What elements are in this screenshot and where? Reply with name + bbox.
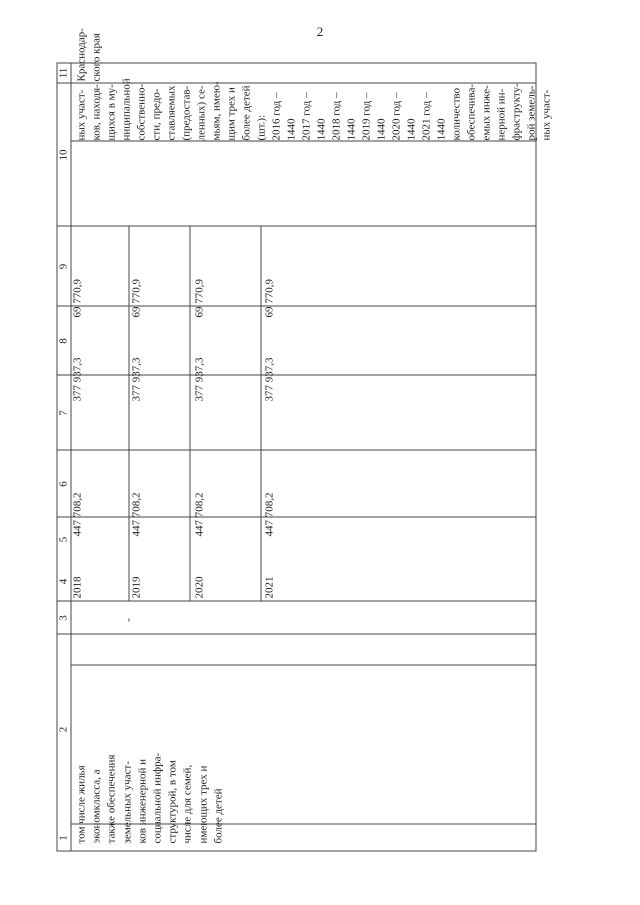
value-cell-col7: 377 937,3	[71, 357, 84, 402]
description-cell	[75, 667, 227, 844]
indicator-line: ных участ-	[540, 89, 553, 141]
indicator-line: количество	[450, 87, 463, 141]
indicator-line: обеспечива-	[465, 84, 478, 141]
description-line: числе для семей,	[181, 764, 194, 844]
value-cell-col5: 447 708,2	[130, 492, 143, 537]
indicator-line: ставляемых	[165, 85, 178, 141]
indicator-line: фраструкту-	[510, 83, 523, 141]
description-line: имеющих трех и	[197, 765, 210, 844]
indicator-line: 1440	[345, 118, 358, 141]
indicator-line: 2016 год –	[270, 92, 283, 141]
region-line: ского края	[90, 33, 103, 82]
indicator-line: 2017 год –	[300, 92, 313, 141]
header-col-10: 10	[57, 149, 70, 161]
header-col-6: 6	[57, 481, 70, 487]
indicator-line: 1440	[435, 118, 448, 141]
header-col-7: 7	[57, 410, 70, 416]
indicator-line: 2020 год –	[390, 92, 403, 141]
col-line-10b	[72, 141, 537, 142]
value-cell-col7: 377 937,3	[130, 357, 143, 402]
header-col-1: 1	[57, 835, 70, 841]
indicator-line: 1440	[285, 118, 298, 141]
indicator-cell	[75, 65, 555, 141]
value-cell-col5: 447 708,2	[263, 492, 276, 537]
col-line-2b	[72, 665, 537, 666]
value-cell-col8: 69 770,9	[263, 279, 276, 318]
description-line: ков инженерной и	[136, 758, 149, 844]
indicator-line: (шт.):	[255, 114, 268, 141]
header-col-5: 5	[57, 536, 70, 543]
indicator-line: мьям, имею-	[210, 81, 223, 141]
page-number: 2	[316, 24, 324, 39]
row-sep-3	[261, 227, 262, 602]
indicator-line: сти, предо-	[150, 88, 163, 141]
description-line: более детей	[212, 788, 225, 844]
description-line: социальной инфра-	[151, 752, 164, 844]
header-col-4: 4	[57, 578, 70, 585]
indicator-line: (предостав-	[180, 85, 193, 141]
row-tick-1	[129, 619, 130, 622]
header-col-2: 2	[57, 726, 70, 733]
header-col-9: 9	[57, 263, 70, 270]
indicator-line: щим трех и	[225, 87, 238, 141]
value-cell-col8: 69 770,9	[130, 279, 143, 318]
region-line: Краснодар-	[75, 28, 88, 82]
year-cell: 2021	[263, 576, 276, 599]
indicator-line: ных участ-	[75, 89, 88, 141]
indicator-line: собственно-	[135, 83, 148, 141]
description-line: земельных участ-	[121, 761, 134, 844]
indicator-line: 2021 год –	[420, 92, 433, 141]
description-line: экономкласса, а	[90, 769, 103, 844]
indicator-line: нерной ин-	[495, 88, 508, 141]
value-cell-col5: 447 708,2	[71, 492, 84, 537]
indicator-line: более детей	[240, 85, 253, 141]
rotated-table	[57, 28, 553, 852]
indicator-line: рой земель-	[525, 85, 538, 141]
value-cell-col5: 447 708,2	[193, 492, 206, 537]
indicator-line: ков, находя-	[90, 84, 103, 141]
description-line: также обеспечения	[105, 754, 118, 844]
indicator-line: ниципальной	[120, 78, 133, 141]
indicator-line: 1440	[375, 118, 388, 141]
value-cell-col7: 377 937,3	[263, 357, 276, 402]
indicator-line: 2018 год –	[330, 92, 343, 141]
indicator-line: 1440	[405, 118, 418, 141]
indicator-line: щихся в му-	[105, 84, 118, 141]
row-sep-2	[190, 227, 191, 602]
region-cell	[75, 28, 105, 81]
value-cell-col8: 69 770,9	[71, 279, 84, 318]
year-cell: 2018	[71, 576, 84, 599]
year-cell: 2020	[193, 576, 206, 599]
description-line: структурой, в том	[166, 760, 179, 844]
indicator-line: емых инже-	[480, 85, 493, 141]
col-line-3	[57, 634, 537, 635]
indicator-line: 1440	[315, 118, 328, 141]
header-col-3: 3	[57, 615, 70, 621]
description-line: том числе жилья	[75, 765, 88, 844]
value-cell-col7: 377 937,3	[193, 357, 206, 402]
indicator-line: 2019 год –	[360, 92, 373, 141]
header-col-11: 11	[57, 67, 70, 79]
value-cell-col8: 69 770,9	[193, 279, 206, 318]
indicator-line: ленных) се-	[195, 85, 208, 141]
year-cell: 2019	[130, 576, 143, 599]
header-col-8: 8	[57, 338, 70, 344]
